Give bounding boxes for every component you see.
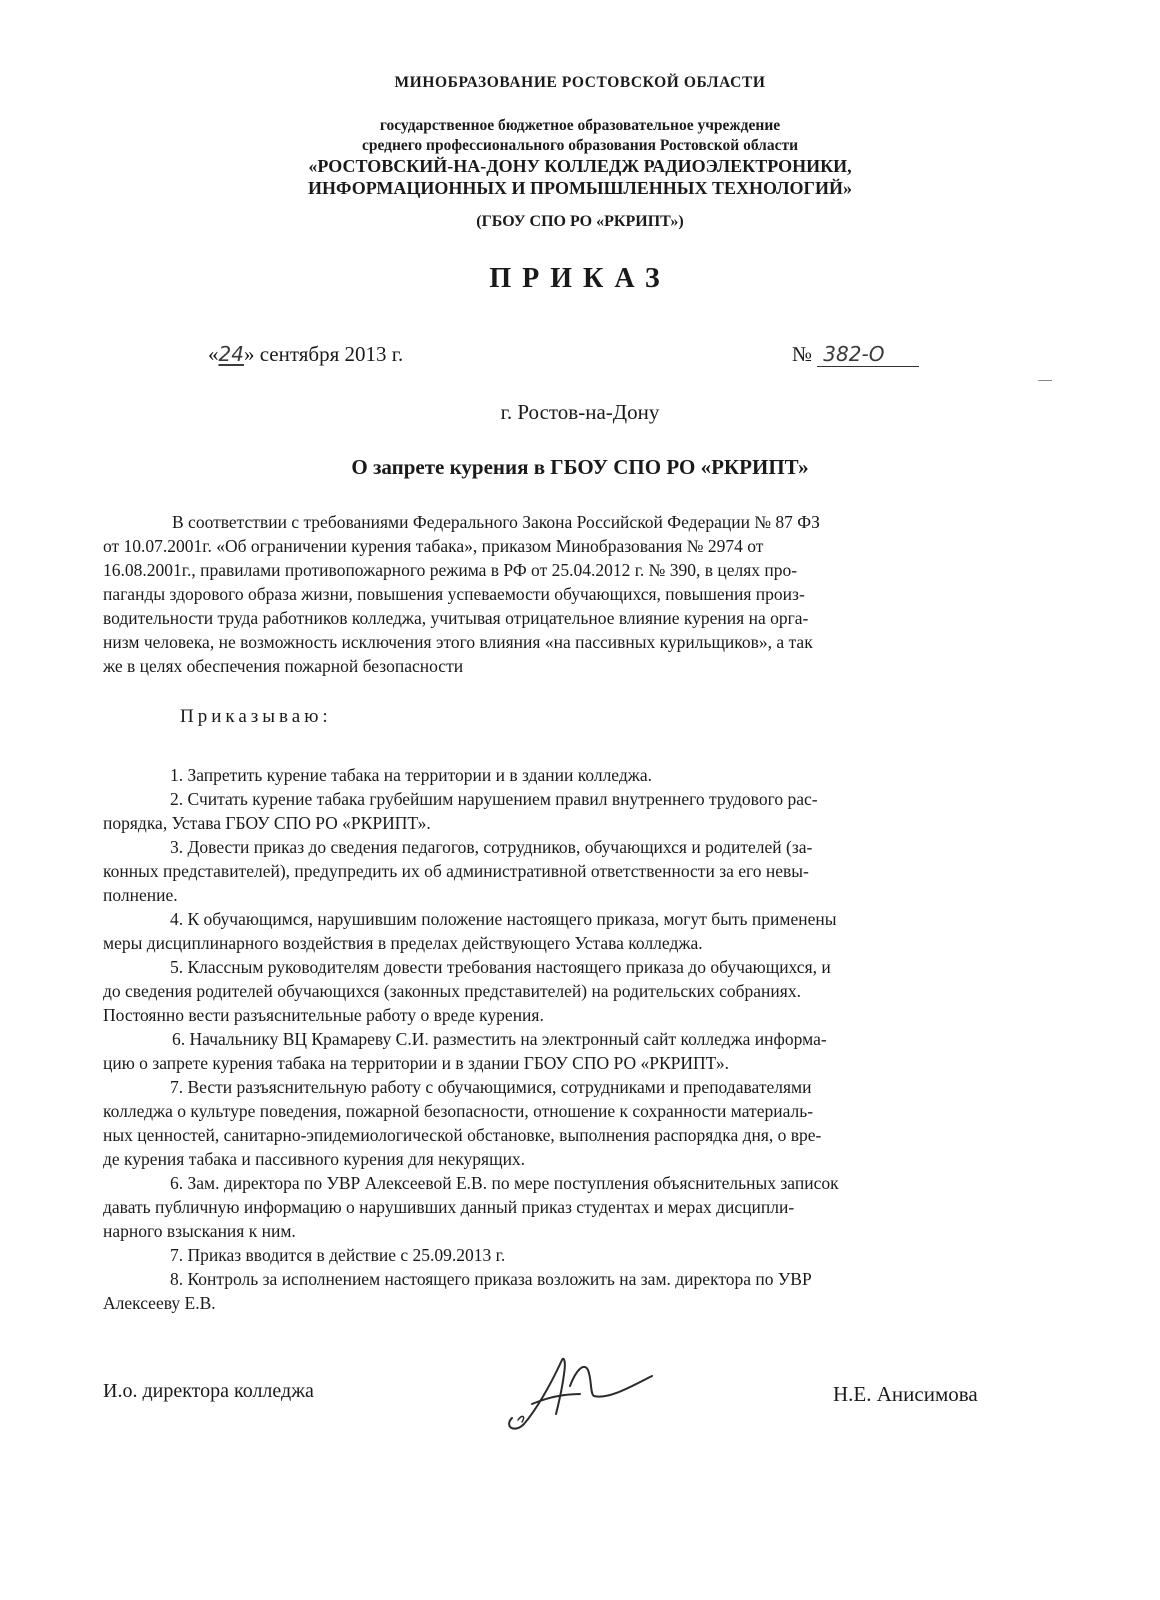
preamble-line: водительности труда работников колледжа, учитывая отрицательное влияние курения на орга- bbox=[103, 608, 809, 628]
item-line: 3. Довести приказ до сведения педагогов, сотрудников, обучающихся и родителей (за- bbox=[170, 837, 813, 857]
date-month-year: » сентября 2013 г. bbox=[243, 342, 404, 366]
order-subject: О запрете курения в ГБОУ СПО РО «РКРИПТ» bbox=[351, 455, 809, 479]
item-line: 5. Классным руководителям довести требования настоящего приказа до обучающихся, и bbox=[170, 957, 831, 977]
date-day-handwritten: 24 bbox=[218, 342, 244, 366]
item-line: полнение. bbox=[103, 885, 178, 905]
preamble-line: В соответствии с требованиями Федерального Закона Российской Федерации № 87 ФЗ bbox=[172, 512, 820, 532]
item-line: цию о запрете курения табака на территории и в здании ГБОУ СПО РО «РКРИПТ». bbox=[103, 1053, 729, 1073]
item-line: 8. Контроль за исполнением настоящего приказа возложить на зам. директора по УВР bbox=[170, 1269, 812, 1289]
ministry-header: МИНОБРАЗОВАНИЕ РОСТОВСКОЙ ОБЛАСТИ bbox=[394, 74, 766, 91]
order-date bbox=[208, 342, 403, 367]
institution-line-3: «РОСТОВСКИЙ-НА-ДОНУ КОЛЛЕДЖ РАДИОЭЛЕКТРОНИКИ, bbox=[308, 156, 852, 176]
city-line: г. Ростов-на-Дону bbox=[500, 400, 660, 424]
institution-line-4: ИНФОРМАЦИОННЫХ И ПРОМЫШЛЕННЫХ ТЕХНОЛОГИЙ» bbox=[308, 178, 852, 198]
preamble-line: паганды здорового образа жизни, повышения успеваемости обучающихся, повышения произ- bbox=[103, 584, 805, 604]
item-line: 1. Запретить курение табака на территории и в здании колледжа. bbox=[170, 765, 652, 785]
item-line: де курения табака и пассивного курения для некурящих. bbox=[103, 1149, 526, 1169]
item-line: 4. К обучающимся, нарушившим положение настоящего приказа, могут быть применены bbox=[170, 909, 837, 929]
institution-abbreviation: (ГБОУ СПО РО «РКРИПТ») bbox=[476, 213, 684, 230]
number-handwritten: 382-О bbox=[817, 342, 919, 367]
preamble-line: от 10.07.2001г. «Об ограничении курения табака», приказом Минобразования № 2974 от bbox=[103, 536, 764, 556]
date-open-quote: « bbox=[208, 342, 219, 366]
institution-line-1: государственное бюджетное образовательное учреждение bbox=[379, 117, 781, 134]
signatory-name: Н.Е. Анисимова bbox=[833, 1382, 978, 1406]
orders-heading: Приказываю: bbox=[180, 706, 332, 727]
item-line: 2. Считать курение табака грубейшим нарушением правил внутреннего трудового рас- bbox=[170, 789, 818, 809]
item-line: порядка, Устава ГБОУ СПО РО «РКРИПТ». bbox=[103, 813, 431, 833]
item-line: меры дисциплинарного воздействия в пределах действующего Устава колледжа. bbox=[103, 933, 703, 953]
item-line: Постоянно вести разъяснительные работу о вреде курения. bbox=[103, 1005, 544, 1025]
item-line: 7. Приказ вводится в действие с 25.09.2013 г. bbox=[170, 1245, 506, 1265]
item-line: ных ценностей, санитарно-эпидемиологической обстановке, выполнения распорядка дня, о вре- bbox=[103, 1125, 822, 1145]
handwritten-signature bbox=[492, 1340, 662, 1440]
preamble-line: же в целях обеспечения пожарной безопасности bbox=[103, 656, 464, 676]
order-number bbox=[792, 342, 919, 367]
item-line: до сведения родителей обучающихся (законных представителей) на родительских собраниях. bbox=[103, 981, 801, 1001]
item-line: 6. Начальнику ВЦ Крамареву С.И. разместить на электронный сайт колледжа информа- bbox=[172, 1029, 827, 1049]
item-line: Алексееву Е.В. bbox=[103, 1293, 216, 1313]
item-line: 7. Вести разъяснительную работу с обучающимися, сотрудниками и преподавателями bbox=[170, 1077, 812, 1097]
item-line: давать публичную информацию о нарушивших данный приказ студентах и мерах дисципли- bbox=[103, 1197, 795, 1217]
institution-line-2: среднего профессионального образования Ростовской области bbox=[361, 137, 799, 154]
preamble-line: низм человека, не возможность исключения этого влияния «на пассивных курильщиков», а так bbox=[103, 632, 813, 652]
scan-mark bbox=[1038, 380, 1052, 381]
item-line: 6. Зам. директора по УВР Алексеевой Е.В. по мере поступления объяснительных записок bbox=[170, 1173, 839, 1193]
item-line: нарного взыскания к ним. bbox=[103, 1221, 296, 1241]
signatory-role: И.о. директора колледжа bbox=[103, 1380, 314, 1402]
item-line: колледжа о культуре поведения, пожарной безопасности, отношение к сохранности материаль- bbox=[103, 1101, 814, 1121]
item-line: конных представителей), предупредить их об административной ответственности за его невы- bbox=[103, 861, 809, 881]
document-title: ПРИКАЗ bbox=[489, 263, 671, 294]
number-label: № bbox=[792, 342, 813, 366]
preamble-line: 16.08.2001г., правилами противопожарного режима в РФ от 25.04.2012 г. № 390, в целях про- bbox=[103, 560, 798, 580]
